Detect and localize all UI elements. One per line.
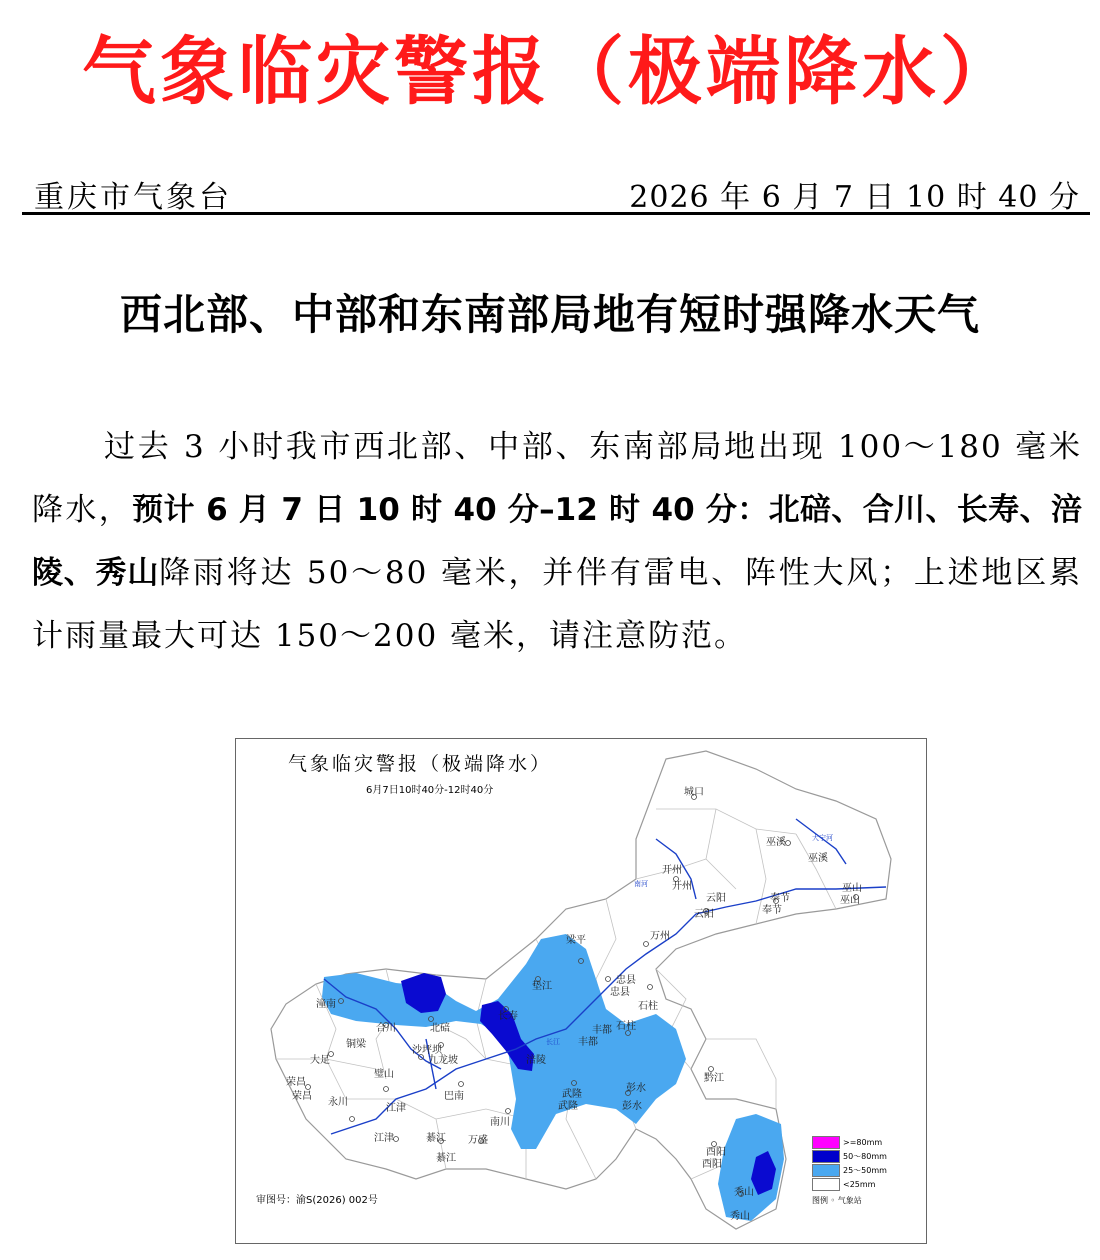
- legend-item: [812, 1163, 887, 1177]
- place-label: 南川: [490, 1117, 510, 1128]
- place-label: 秀山: [730, 1211, 750, 1222]
- place-label: 綦江: [426, 1133, 446, 1144]
- map-legend: [812, 1135, 887, 1206]
- place-label: 荣昌: [292, 1091, 312, 1102]
- place-label: 忠县: [616, 975, 636, 986]
- issuer-name: 重庆市气象台: [34, 180, 232, 215]
- body-text-part2: 降雨将达 50～80 毫米，并伴有雷电、阵性大风；上述地区累计雨量最大可达 150～200 毫米，请注意防范。: [32, 555, 1082, 654]
- place-label: 开州: [672, 881, 692, 892]
- body-text-part1: 过去 3 小时我市西北部、中部、东南部局地出现 100～180 毫米降水，: [32, 429, 1082, 528]
- legend-item: [812, 1177, 887, 1191]
- place-label: 长寿: [498, 1011, 518, 1022]
- issuer-row: [22, 168, 1090, 215]
- legend-swatch: [812, 1164, 840, 1177]
- place-label: 忠县: [610, 987, 630, 998]
- place-label: 彭水: [626, 1083, 646, 1094]
- place-label: 铜梁: [346, 1039, 366, 1050]
- legend-label: >=80mm: [843, 1137, 883, 1147]
- place-label: 涪陵: [526, 1055, 546, 1066]
- place-label: 垫江: [532, 981, 552, 992]
- legend-swatch: [812, 1178, 840, 1191]
- place-label: 江津: [374, 1133, 394, 1144]
- place-label: 石柱: [638, 1001, 658, 1012]
- alert-headline: 西北部、中部和东南部局地有短时强降水天气: [119, 290, 980, 339]
- place-label: 永川: [328, 1097, 348, 1108]
- place-label: 酉阳: [702, 1159, 722, 1170]
- legend-label: <25mm: [843, 1179, 876, 1189]
- place-label: 潼南: [316, 999, 336, 1010]
- place-label: 黔江: [704, 1073, 724, 1084]
- place-label: 开州: [662, 865, 682, 876]
- legend-item: [812, 1135, 887, 1149]
- legend-swatch: [812, 1136, 840, 1149]
- place-label: 万盛: [468, 1135, 488, 1146]
- river-label: 大宁河: [812, 834, 833, 842]
- legend-label: 50～80mm: [843, 1151, 887, 1161]
- map-approval-number: 审图号：渝S(2026) 002号: [256, 1195, 378, 1206]
- place-label: 巫溪: [766, 837, 786, 848]
- place-label: 石柱: [616, 1021, 636, 1032]
- map-subtitle: 6月7日10时40分-12时40分: [366, 785, 494, 796]
- place-label: 奉节: [762, 905, 782, 916]
- issued-time: 2026 年 6 月 7 日 10 时 40 分: [629, 180, 1080, 215]
- place-label: 秀山: [734, 1187, 754, 1198]
- place-label: 九龙坡: [428, 1055, 458, 1066]
- place-label: 城口: [684, 787, 704, 798]
- place-label: 巫山: [842, 883, 862, 894]
- place-label: 云阳: [694, 909, 714, 920]
- place-label: 巴南: [444, 1091, 464, 1102]
- place-label: 丰都: [578, 1037, 598, 1048]
- place-label: 大足: [310, 1055, 330, 1066]
- place-label: 巫山: [840, 895, 860, 906]
- place-label: 綦江: [436, 1153, 456, 1164]
- place-label: 璧山: [374, 1069, 394, 1080]
- place-label: 荣昌: [286, 1077, 306, 1088]
- rainfall-map: [235, 738, 927, 1244]
- place-label: 江津: [386, 1103, 406, 1114]
- legend-item: [812, 1149, 887, 1163]
- alert-title: 气象临灾警报（极端降水）: [82, 29, 1018, 115]
- alert-body: [32, 416, 1082, 668]
- place-label: 万州: [650, 931, 670, 942]
- place-label: 武隆: [562, 1089, 582, 1100]
- place-label: 云阳: [706, 893, 726, 904]
- place-label: 沙坪坝: [412, 1045, 442, 1056]
- map-title: 气象临灾警报（极端降水）: [288, 753, 553, 775]
- river-label: 长江: [546, 1038, 560, 1046]
- place-label: 巫溪: [808, 853, 828, 864]
- place-label: 北碚: [430, 1023, 450, 1034]
- legend-swatch: [812, 1150, 840, 1163]
- legend-note: 图例 ◦ 气象站: [812, 1196, 862, 1205]
- place-label: 丰都: [592, 1025, 612, 1036]
- river-label: 南河: [634, 880, 648, 888]
- body-text-bold: 预计 6 月 7 日 10 时 40 分–12 时 40 分：北碚、合川、长寿、涪陵、秀山: [32, 492, 1082, 591]
- place-label: 奉节: [770, 893, 790, 904]
- place-label: 彭水: [622, 1101, 642, 1112]
- place-label: 酉阳: [706, 1147, 726, 1158]
- place-label: 合川: [376, 1023, 396, 1034]
- place-label: 武隆: [558, 1101, 578, 1112]
- place-label: 梁平: [566, 935, 586, 946]
- legend-label: 25～50mm: [843, 1165, 887, 1175]
